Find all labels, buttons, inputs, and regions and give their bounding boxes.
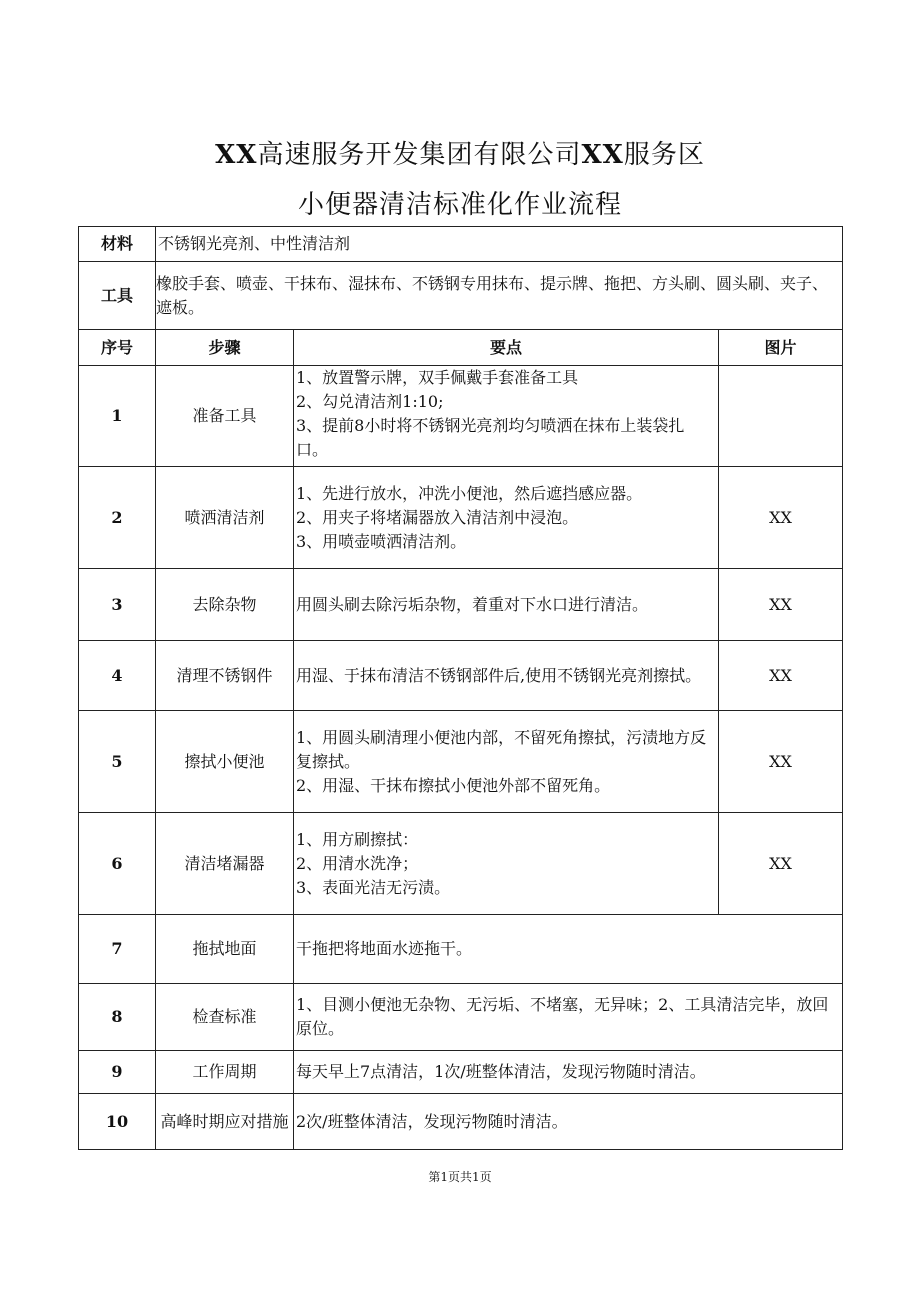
row-no: 8 [79, 984, 156, 1051]
point-line: 2次/班整体清洁，发现污物随时清洁。 [296, 1111, 568, 1131]
row-step: 清洁堵漏器 [156, 813, 294, 915]
row-points [294, 569, 719, 641]
table-row [79, 1051, 843, 1094]
row-points [294, 641, 719, 711]
tools-value: 橡胶手套、喷壶、干抹布、湿抹布、不锈钢专用抹布、提示牌、拖把、方头刷、圆头刷、夹子、遮板。 [156, 262, 843, 330]
table-row [79, 641, 843, 711]
row-step: 去除杂物 [156, 569, 294, 641]
title-company: 高速服务开发集团有限公司 [257, 140, 582, 170]
table-row [79, 984, 843, 1051]
row-step: 检查标准 [156, 984, 294, 1051]
point-line: 3、用喷壶喷洒清洁剂。 [296, 531, 467, 551]
row-step: 准备工具 [156, 366, 294, 467]
title-service-prefix: XX [581, 140, 624, 170]
tools-row [79, 262, 843, 330]
row-step: 擦拭小便池 [156, 711, 294, 813]
table-row [79, 569, 843, 641]
title-prefix: XX [215, 140, 258, 170]
col-header-image: 图片 [719, 330, 843, 366]
row-no: 5 [79, 711, 156, 813]
document-subtitle: 小便器清洁标准化作业流程 [297, 190, 622, 220]
row-points [294, 366, 719, 467]
row-no: 3 [79, 569, 156, 641]
point-line: 干拖把将地面水迹拖干。 [296, 939, 473, 958]
point-line: 1、先进行放水，冲洗小便池，然后遮挡感应器。 [296, 483, 643, 503]
row-no: 1 [79, 366, 156, 467]
row-no: 7 [79, 915, 156, 984]
table-row [79, 711, 843, 813]
row-no: 2 [79, 467, 156, 569]
row-no: 6 [79, 813, 156, 915]
point-line: 用圆头刷去除污垢杂物，着重对下水口进行清洁。 [296, 594, 649, 614]
row-step: 喷洒清洁剂 [156, 467, 294, 569]
point-line: 1、用圆头刷清理小便池内部，不留死角擦拭，污渍地方反复擦拭。 [296, 727, 707, 771]
point-line: 用湿、于抹布清洁不锈钢部件后,使用不锈钢光亮剂擦拭。 [296, 665, 702, 685]
row-no: 10 [79, 1094, 156, 1150]
materials-value: 不锈钢光亮剂、中性清洁剂 [156, 227, 843, 262]
table-row [79, 366, 843, 467]
point-line: 每天早上7点清洁，1次/班整体清洁，发现污物随时清洁。 [296, 1062, 706, 1081]
point-line: 3、提前8小时将不锈钢光亮剂均匀喷洒在抹布上装袋扎口。 [296, 416, 685, 459]
row-points [294, 711, 719, 813]
point-line: 2、勾兑清洁剂1:10; [296, 392, 444, 411]
row-points [294, 915, 843, 984]
row-points [294, 1094, 843, 1150]
row-no: 4 [79, 641, 156, 711]
point-line: 2、用湿、干抹布擦拭小便池外部不留死角。 [296, 775, 611, 795]
procedure-table [78, 226, 843, 1150]
col-header-no: 序号 [79, 330, 156, 366]
row-step: 高峰时期应对措施 [156, 1094, 294, 1150]
row-image: XX [719, 813, 843, 915]
row-image: XX [719, 467, 843, 569]
title-service-area: 服务区 [623, 140, 705, 170]
tools-label: 工具 [79, 262, 156, 330]
document-title [0, 134, 920, 171]
row-step: 清理不锈钢件 [156, 641, 294, 711]
col-header-step: 步骤 [156, 330, 294, 366]
row-points [294, 813, 719, 915]
row-step: 工作周期 [156, 1051, 294, 1094]
row-points [294, 984, 843, 1051]
point-line: 3、表面光洁无污渍。 [296, 877, 451, 897]
materials-label: 材料 [79, 227, 156, 262]
table-row [79, 467, 843, 569]
point-line: 2、用夹子将堵漏器放入清洁剂中浸泡。 [296, 507, 579, 527]
point-line: 1、目测小便池无杂物、无污垢、不堵塞，无异味；2、工具清洁完毕，放回原位。 [296, 995, 829, 1038]
column-header-row [79, 330, 843, 366]
table-row [79, 813, 843, 915]
row-image: XX [719, 569, 843, 641]
row-image [719, 366, 843, 467]
page-footer: 第1页共1页 [428, 1170, 492, 1184]
row-points [294, 467, 719, 569]
row-points [294, 1051, 843, 1094]
row-step: 拖拭地面 [156, 915, 294, 984]
row-image: XX [719, 711, 843, 813]
table-row [79, 915, 843, 984]
materials-row [79, 227, 843, 262]
col-header-points: 要点 [294, 330, 719, 366]
point-line: 2、用清水洗净； [296, 853, 419, 873]
table-row [79, 1094, 843, 1150]
point-line: 1、放置警示牌，双手佩戴手套准备工具 [296, 368, 579, 387]
point-line: 1、用方刷擦拭： [296, 829, 419, 849]
row-no: 9 [79, 1051, 156, 1094]
row-image: XX [719, 641, 843, 711]
